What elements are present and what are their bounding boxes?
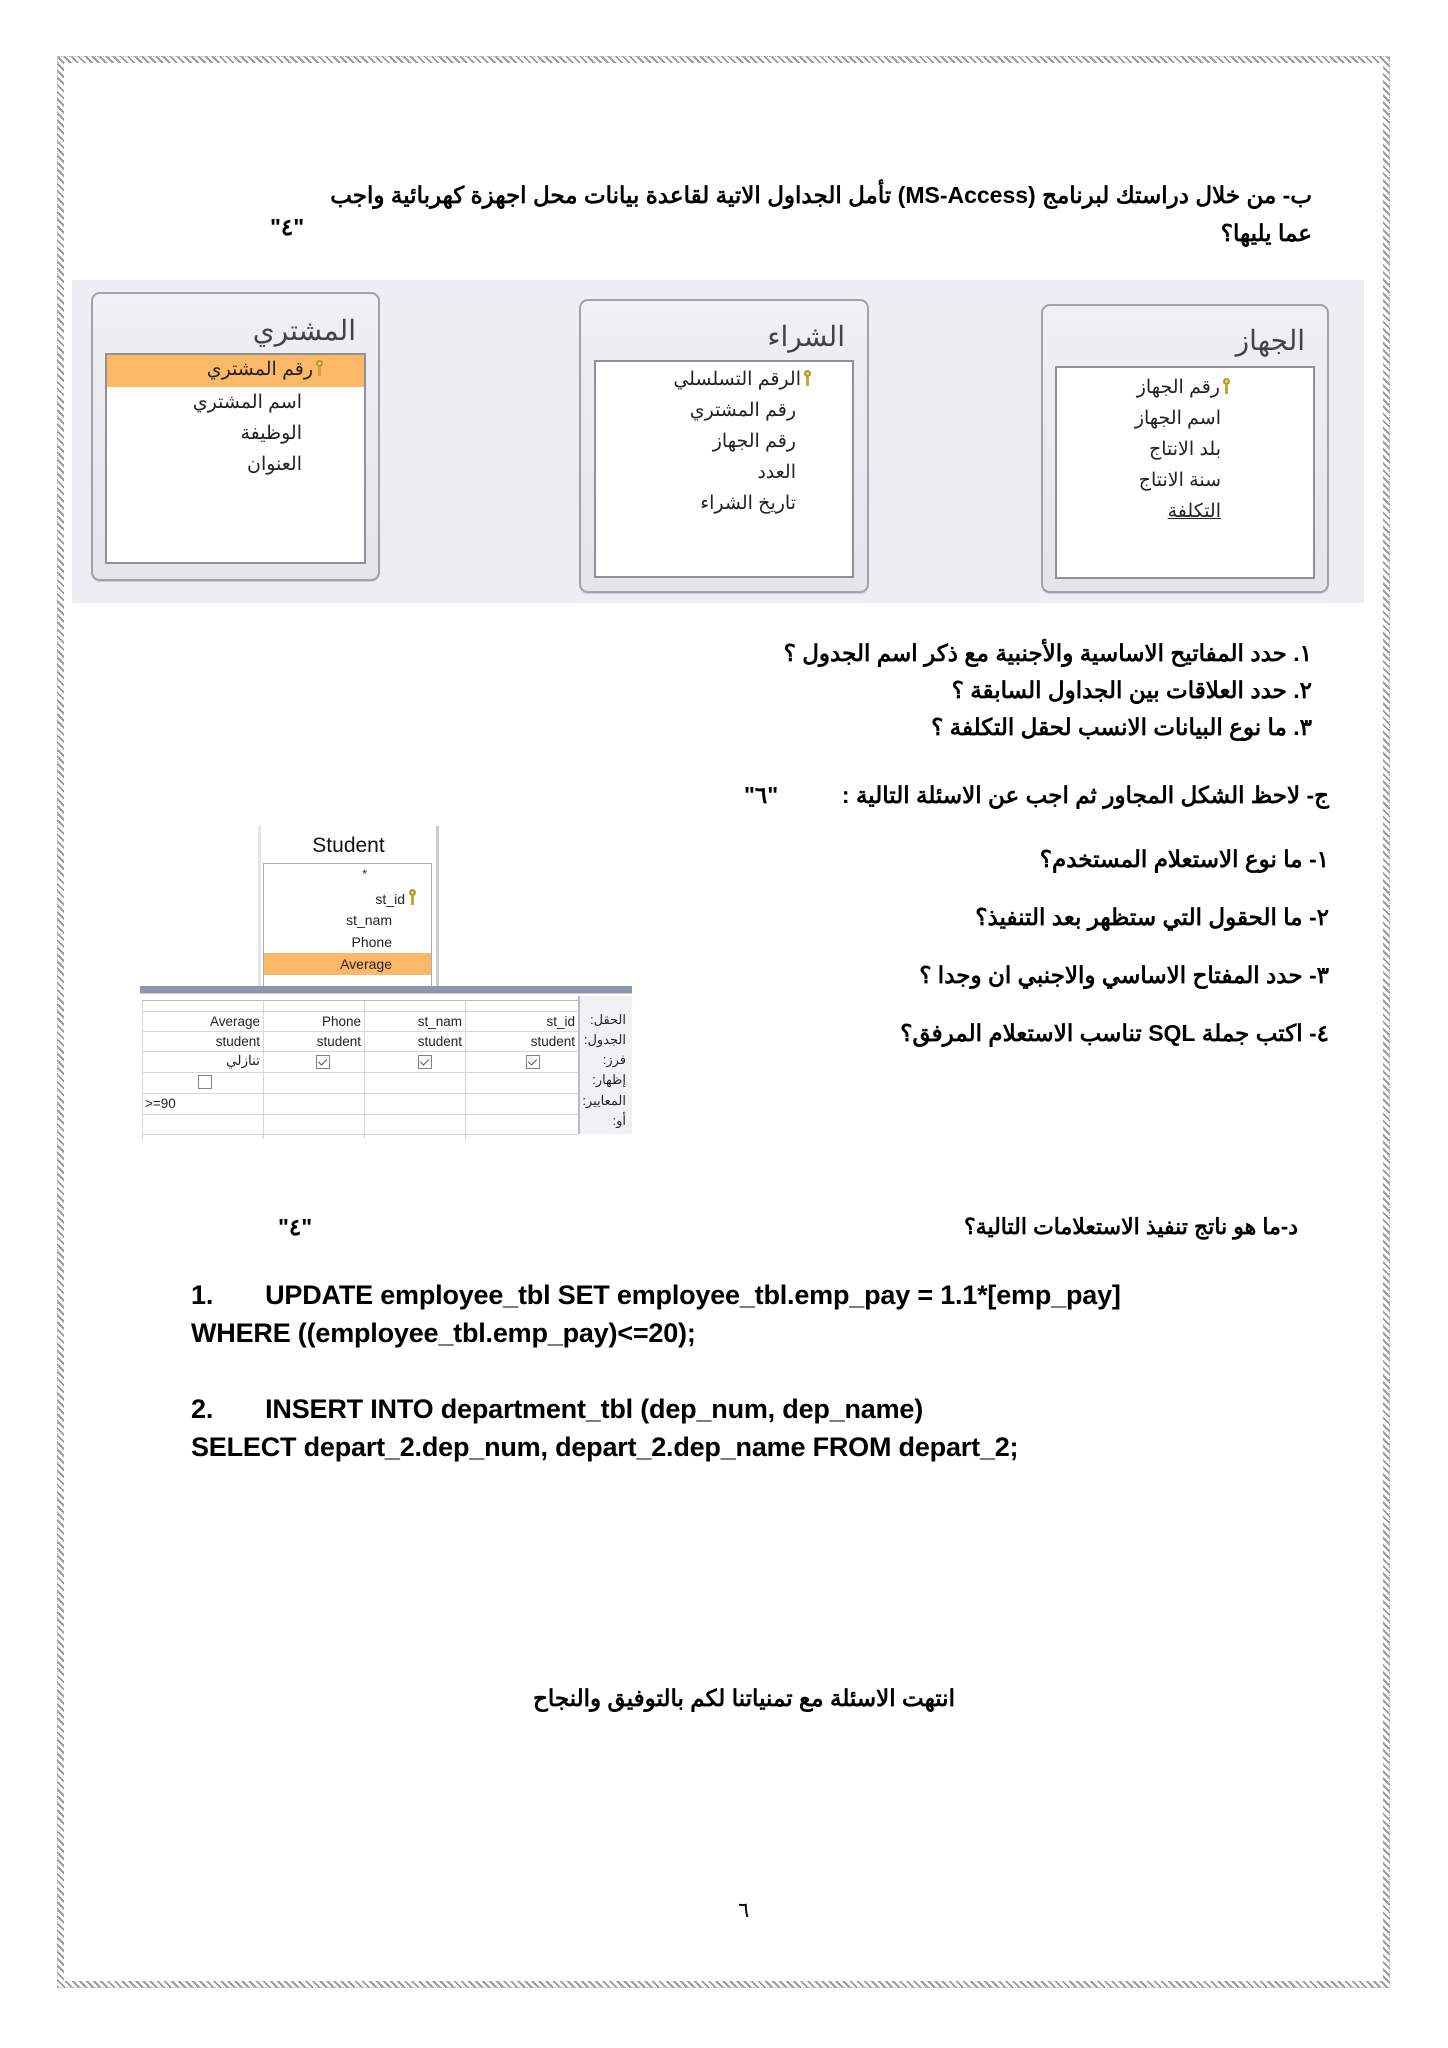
section-c-intro [842,782,1329,809]
grid-cell-criteria[interactable]: >=90 [145,1096,176,1111]
primary-key-icon [1222,378,1231,394]
section-c-question-3: ٣- حدد المفتاح الاساسي والاجنبي ان وجدا ؟ [919,962,1329,988]
field-label: رقم المشتري [689,400,796,421]
grid-line [142,1011,578,1012]
table-customer-title: المشتري [252,315,356,346]
section-b-intro-line1: ب- من خلال دراستك لبرنامج (MS-Access) تأمل الجداول الاتية لقاعدة بيانات محل اجهزة كهربائية واجب [330,182,1312,208]
field-row[interactable] [673,368,812,391]
section-d-score: "٤" [278,1214,313,1240]
primary-key-icon [408,889,417,905]
show-checkbox[interactable] [418,1055,432,1069]
grid-cell-field[interactable]: st_id [546,1014,575,1029]
table-customer-field-list [105,353,366,564]
field-all[interactable]: * [362,867,367,881]
field-row[interactable] [690,399,796,422]
row-label-sort: فرز: [602,1052,626,1067]
section-b-question-3: ٣. ما نوع البيانات الانسب لحقل التكلفة ؟ [931,714,1312,740]
field-label: العنوان [246,454,302,475]
grid-line [142,1051,578,1052]
section-d-intro: د-ما هو ناتج تنفيذ الاستعلامات التالية؟ [963,1214,1298,1239]
field-label: العدد [757,462,796,483]
row-label-or: أو: [612,1113,626,1128]
section-c-question-4: ٤- اكتب جملة SQL تناسب الاستعلام المرفق؟ [900,1020,1329,1046]
grid-cell-field[interactable]: Average [209,1014,260,1029]
field-label: st_id [375,891,405,907]
field-phone[interactable]: Phone [351,934,392,950]
field-row[interactable] [757,461,796,484]
field-label: الرقم التسلسلي [673,369,801,390]
field-label: رقم المشتري [206,359,313,380]
grid-line [142,1031,578,1032]
closing-message: انتهت الاسئلة مع تمنياتنا لكم بالتوفيق والنجاح [533,1685,955,1711]
grid-line [142,1093,578,1094]
section-c-score: "٦" [744,782,779,808]
section-b-score: "٤" [270,214,305,240]
query-table-student[interactable] [258,826,439,988]
field-row[interactable] [713,430,796,453]
grid-cell-table[interactable]: student [215,1034,260,1049]
section-b-intro-line2: عما يليها؟ [1220,220,1312,246]
section-b-intro [222,176,1312,252]
section-b-question-2: ٢. حدد العلاقات بين الجداول السابقة ؟ [951,677,1312,703]
query-table-title: Student [312,834,385,857]
grid-row-labels [578,996,632,1134]
primary-key-icon [803,370,812,386]
field-label: اسم الجهاز [1134,408,1221,429]
page-number: ٦ [738,1899,750,1922]
field-label: رقم الجهاز [712,431,796,452]
query-design-grid [142,1000,578,1135]
pane-splitter[interactable] [140,986,632,994]
sql-query-1-number: 1. [191,1280,214,1310]
table-device-title: الجهاز [1235,325,1305,356]
row-label-criteria: المعايير: [582,1093,626,1108]
row-label-show: إظهار: [592,1072,626,1087]
field-label: الوظيفة [240,423,302,444]
sql-query-1-line1 [191,1280,1121,1311]
field-st-id[interactable] [375,889,403,907]
field-label: بلد الانتاج [1148,439,1221,460]
field-row[interactable] [247,453,302,476]
sql-query-2-number: 2. [191,1394,214,1424]
section-c-question-2: ٢- ما الحقول التي ستظهر بعد التنفيذ؟ [975,904,1329,930]
grid-cell-sort[interactable]: تنازلي [226,1053,260,1068]
field-row[interactable] [1168,500,1221,523]
field-row[interactable] [240,422,302,445]
grid-cell-table[interactable]: student [417,1034,462,1049]
field-st-nam[interactable]: st_nam [346,912,392,928]
sql-query-2-line2: SELECT depart_2.dep_num, depart_2.dep_name FROM depart_2; [191,1432,1019,1462]
field-row[interactable] [700,492,796,515]
primary-key-icon [315,360,324,376]
field-row-selected[interactable] [107,355,364,387]
sql-query-2-line1 [191,1394,923,1425]
table-device[interactable] [1041,304,1329,593]
field-label: اسم المشتري [192,392,302,413]
show-checkbox[interactable] [316,1055,330,1069]
field-label: رقم الجهاز [1136,377,1220,398]
sql-query-1-line2: WHERE ((employee_tbl.emp_pay)<=20); [191,1318,696,1348]
sql-query-1-text: UPDATE employee_tbl SET employee_tbl.emp_pay = 1.1*[emp_pay] [265,1280,1121,1310]
grid-line [142,1134,578,1135]
grid-line [142,1114,578,1115]
field-row[interactable] [1137,376,1231,399]
table-device-field-list [1055,366,1315,579]
section-b-question-1: ١. حدد المفاتيح الاساسية والأجنبية مع ذكر اسم الجدول ؟ [783,640,1312,666]
field-row[interactable] [1149,438,1221,461]
field-label: تاريخ الشراء [700,493,796,514]
field-label: سنة الانتاج [1138,470,1221,491]
row-label-table: الجدول: [583,1032,626,1047]
table-purchase-field-list [594,360,854,578]
field-row[interactable] [1135,407,1221,430]
section-c-intro-text: ج- لاحظ الشكل المجاور ثم اجب عن الاسئلة التالية : [841,782,1329,808]
grid-cell-table[interactable]: student [530,1034,575,1049]
sql-query-2-text: INSERT INTO department_tbl (dep_num, dep_name) [265,1394,924,1424]
table-purchase-title: الشراء [767,321,845,352]
field-row[interactable] [193,391,302,414]
field-label: التكلفة [1167,501,1221,522]
table-purchase[interactable] [579,299,869,593]
table-customer[interactable] [91,292,380,581]
field-row[interactable] [1139,469,1221,492]
grid-cell-field[interactable]: st_nam [417,1014,462,1029]
grid-cell-field[interactable]: Phone [321,1014,361,1029]
row-label-field: الحقل: [590,1012,626,1027]
show-checkbox[interactable] [198,1075,212,1089]
field-average-selected[interactable]: Average [264,953,431,975]
query-table-field-list [263,863,432,988]
show-checkbox[interactable] [526,1055,540,1069]
grid-line [142,1072,578,1073]
grid-cell-table[interactable]: student [316,1034,361,1049]
section-c-question-1: ١- ما نوع الاستعلام المستخدم؟ [1039,846,1329,872]
